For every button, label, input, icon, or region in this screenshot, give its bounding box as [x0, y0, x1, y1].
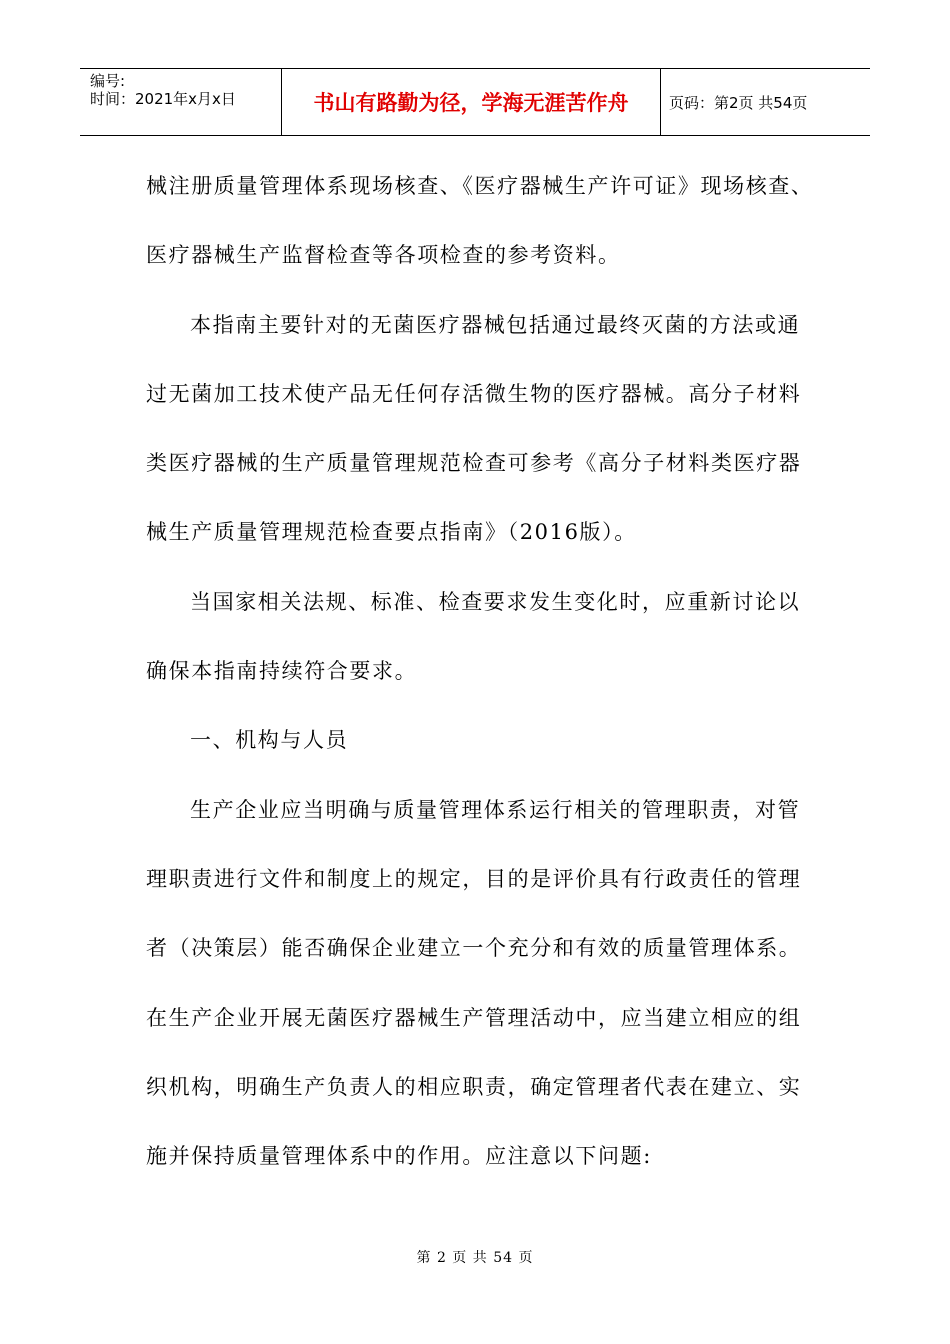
body-line: 械生产质量管理规范检查要点指南》（2016版）。 [146, 520, 637, 545]
body-line: 者（决策层）能否确保企业建立一个充分和有效的质量管理体系。 [146, 936, 802, 961]
page-footer: 第 2 页 共 54 页 [416, 1250, 534, 1266]
body-line: 在生产企业开展无菌医疗器械生产管理活动中，应当建立相应的组 [146, 1005, 802, 1030]
body-line: 织机构，明确生产负责人的相应职责，确定管理者代表在建立、实 [146, 1074, 802, 1099]
document-date: 时间：2021年x月x日 [90, 90, 236, 108]
body-line: 当国家相关法规、标准、检查要求发生变化时，应重新讨论以 [190, 589, 801, 614]
header-motto: 书山有路勤为径，学海无涯苦作舟 [282, 69, 661, 135]
body-line: 本指南主要针对的无菌医疗器械包括通过最终灭菌的方法或通 [190, 312, 801, 337]
document-body [146, 158, 814, 1197]
body-line: 生产企业应当明确与质量管理体系运行相关的管理职责，对管 [190, 797, 801, 822]
page-header [80, 68, 870, 136]
body-line: 医疗器械生产监督检查等各项检查的参考资料。 [146, 243, 621, 268]
body-line: 确保本指南持续符合要求。 [146, 659, 418, 684]
section-heading: 一、机构与人员 [190, 728, 349, 753]
header-meta-cell [80, 69, 282, 135]
body-line: 类医疗器械的生产质量管理规范检查可参考《高分子材料类医疗器 [146, 451, 802, 476]
body-line: 施并保持质量管理体系中的作用。应注意以下问题: [146, 1144, 652, 1169]
body-line: 过无菌加工技术使产品无任何存活微生物的医疗器械。高分子材料 [146, 381, 802, 406]
body-line: 械注册质量管理体系现场核查、《医疗器械生产许可证》现场核查、 [146, 174, 814, 198]
document-number-label: 编号: [90, 72, 126, 90]
body-line: 理职责进行文件和制度上的规定，目的是评价具有行政责任的管理 [146, 866, 802, 891]
header-page-info: 页码：第2页 共54页 [669, 93, 808, 112]
